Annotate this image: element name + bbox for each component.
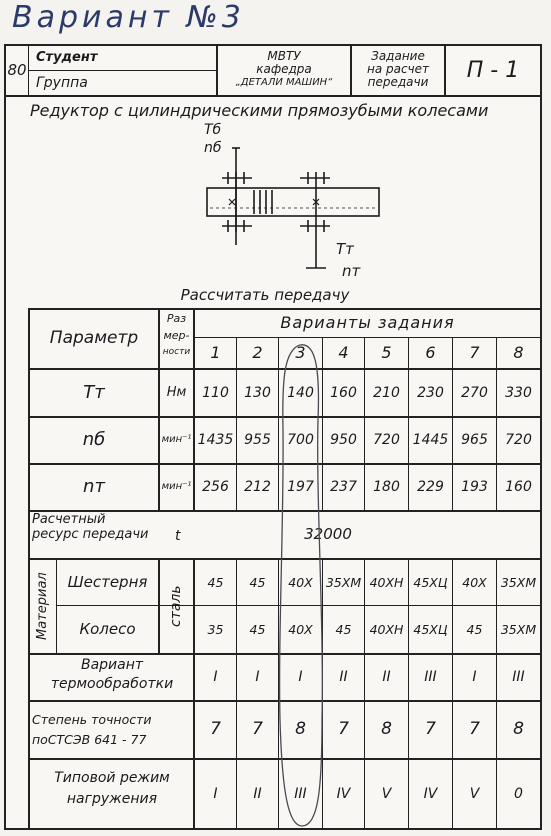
load-cell: II [253,785,262,802]
variant-number: 2 [252,343,263,363]
dim-header [160,310,193,361]
calc-caption: Рассчитать передачу [180,286,350,305]
load-cell: I [213,785,218,802]
material-pinion-cell: 40Х [462,574,487,590]
heat-label [34,656,190,694]
subtitle: Редуктор с цилиндрическими прямозубыми колесами [30,100,489,120]
load-label [32,768,192,810]
material-wheel-label: Колесо [79,619,136,638]
table-cell: 720 [505,432,532,449]
variant-number: 7 [469,343,480,363]
table-cell: 330 [505,384,532,401]
table-cell: 720 [373,432,400,449]
param-output-speed: nт [83,476,105,498]
variant-number: 4 [338,343,349,363]
table-cell: 1445 [412,432,449,449]
material-pinion-cell: 35ХМ [500,574,537,590]
accuracy-cell: 7 [338,719,349,740]
variant-number: 3 [295,343,306,363]
dim-header-line: ности [162,347,191,357]
material-pinion-label: Шестерня [67,572,148,591]
table-cell: 210 [373,384,400,401]
task-block [352,50,444,89]
resource-label [32,512,148,542]
resource-value: 32000 [304,525,352,544]
material-pinion-cell: 45 [249,574,266,590]
dim-header-line: мер- [163,329,190,342]
variant-number: 1 [210,343,221,363]
table-cell: 700 [287,432,314,449]
group-label: Группа [36,74,88,91]
heat-label-line: термообработки [50,676,174,692]
accuracy-cell: 7 [469,719,480,740]
material-steel-label: сталь [168,585,185,628]
heat-label-line: Вариант [80,657,144,673]
load-label-line: Типовой режим [54,770,170,786]
student-label: Студент [36,50,98,66]
output-speed-label: nт [342,262,361,280]
material-wheel-cell: 45 [249,621,266,637]
table-cell: 212 [244,479,271,496]
accuracy-cell: 8 [381,719,392,740]
table-cell: 270 [461,384,488,401]
output-torque-label: Tт [336,240,354,258]
variant-number: 5 [381,343,392,363]
resource-label-line: Расчетный [32,512,106,527]
dim-torque: Нм [166,385,187,401]
table-cell: 256 [202,479,229,496]
accuracy-cell: 7 [425,719,436,740]
material-pinion-cell: 40ХН [369,574,404,590]
param-input-speed: nб [82,429,106,451]
task-line: Задание [371,49,425,63]
heat-cell: I [213,669,218,686]
page-title: Вариант №3 [12,0,245,35]
table-cell: 229 [417,479,444,496]
table-cell: 197 [287,479,314,496]
accuracy-cell: 8 [295,719,306,740]
heat-cell: III [424,669,437,686]
material-wheel-cell: 45ХЦ [413,621,448,637]
material-wheel-cell: 35ХМ [500,621,537,637]
heat-cell: I [298,669,303,686]
variant-number: 6 [425,343,436,363]
table-cell: 193 [461,479,488,496]
load-cell: III [294,785,307,802]
material-pinion-cell: 45 [207,574,224,590]
institution-line: „ДЕТАЛИ МАШИН“ [235,77,333,88]
table-cell: 160 [330,384,357,401]
param-torque: Tт [83,381,105,403]
accuracy-label-line: поСТСЭВ 641 - 77 [32,732,147,747]
material-pinion-cell: 40Х [288,574,313,590]
variants-header: Варианты задания [280,313,455,333]
material-wheel-cell: 45 [466,621,483,637]
load-cell: V [381,785,392,802]
table-cell: 237 [330,479,357,496]
table-cell: 180 [373,479,400,496]
material-wheel-cell: 40ХН [369,621,404,637]
table-cell: 140 [287,384,314,401]
material-pinion-cell: 45ХЦ [413,574,448,590]
table-cell: 110 [202,384,229,401]
task-code: П - 1 [466,57,520,83]
input-torque-label: Tб [204,122,222,138]
material-wheel-cell: 45 [335,621,352,637]
task-line: на расчет [366,62,430,76]
institution-line: МВТУ [267,49,301,63]
load-cell: IV [336,785,351,802]
dim-header-line: Раз [166,312,187,325]
material-pinion-cell: 35ХМ [325,574,362,590]
accuracy-label-line: Степень точности [32,712,152,727]
resource-symbol: t [175,528,181,544]
input-speed-label: nб [204,140,222,156]
table-cell: 160 [505,479,532,496]
heat-cell: III [512,669,525,686]
load-cell: V [469,785,480,802]
heat-cell: I [472,669,477,686]
table-cell: 955 [244,432,271,449]
accuracy-cell: 7 [210,719,221,740]
load-cell: 0 [514,785,523,802]
task-line: передачи [367,75,429,89]
variant-number: 8 [513,343,524,363]
heat-cell: II [382,669,391,686]
accuracy-label [32,710,192,750]
accuracy-cell: 7 [252,719,263,740]
dim-input-speed: мин⁻¹ [161,434,192,446]
material-wheel-cell: 35 [207,621,224,637]
sheet-number: 80 [7,61,27,80]
table-cell: 230 [417,384,444,401]
heat-cell: I [255,669,260,686]
table-cell: 950 [330,432,357,449]
material-group-label: Материал [35,572,51,641]
accuracy-cell: 8 [513,719,524,740]
institution-block [218,50,350,89]
table-cell: 965 [461,432,488,449]
dim-output-speed: мин⁻¹ [161,481,192,493]
heat-cell: II [339,669,348,686]
param-header: Параметр [49,328,139,349]
material-wheel-cell: 40Х [288,621,313,637]
institution-line: кафедра [256,62,312,76]
table-cell: 130 [244,384,271,401]
table-cell: 1435 [197,432,234,449]
load-label-line: нагружения [66,791,158,807]
resource-label-line: ресурс передачи [32,527,149,542]
load-cell: IV [423,785,438,802]
